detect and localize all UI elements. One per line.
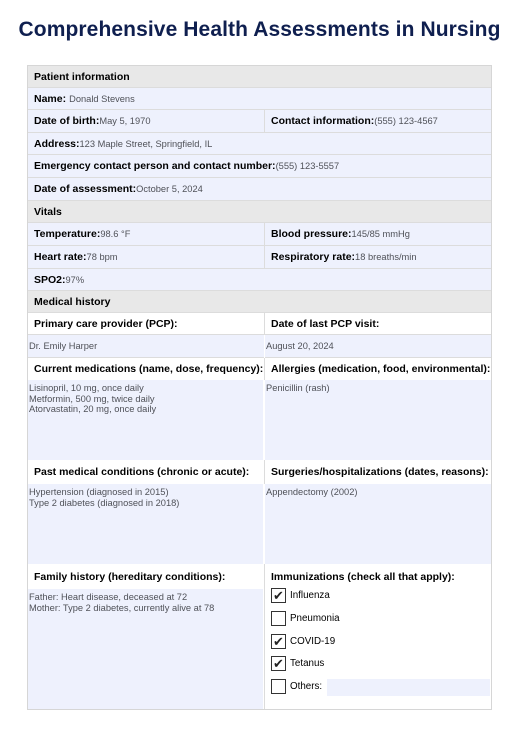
emergency-label: Emergency contact person and contact number: bbox=[34, 160, 276, 172]
spo2-label: SPO2: bbox=[34, 273, 66, 286]
checkbox-label: Influenza bbox=[290, 590, 330, 601]
emergency-row bbox=[28, 155, 491, 178]
hr-field[interactable]: 78 bpm bbox=[86, 252, 118, 262]
spo2-row bbox=[28, 269, 491, 291]
section-heading: Patient information bbox=[34, 70, 130, 83]
past-conditions-field[interactable]: Hypertension (diagnosed in 2015) Type 2 diabetes (diagnosed in 2018) bbox=[28, 484, 263, 564]
checkbox-label: Pneumonia bbox=[290, 613, 340, 624]
surgeries-field[interactable]: Appendectomy (2002) bbox=[265, 484, 491, 564]
immunization-checklist bbox=[271, 588, 491, 698]
rr-label: Respiratory rate: bbox=[271, 251, 356, 263]
section-heading: Medical history bbox=[34, 295, 111, 308]
influenza-checkbox[interactable]: ✔ bbox=[271, 588, 286, 603]
assessment-form bbox=[27, 65, 492, 710]
name-field[interactable]: Donald Stevens bbox=[69, 93, 135, 104]
column-divider bbox=[264, 460, 265, 484]
temp-bp-row bbox=[28, 223, 491, 246]
column-divider bbox=[264, 110, 265, 133]
address-row bbox=[28, 133, 491, 155]
dob-contact-row bbox=[28, 110, 491, 133]
pcp-value-row bbox=[28, 335, 491, 358]
pcp-field[interactable]: Dr. Emily Harper bbox=[29, 341, 98, 351]
rr-field[interactable]: 18 breaths/min bbox=[355, 252, 417, 262]
assessment-date-field[interactable]: October 5, 2024 bbox=[136, 184, 203, 194]
address-field[interactable]: 123 Maple Street, Springfield, IL bbox=[79, 138, 213, 149]
medications-field[interactable]: Lisinopril, 10 mg, once daily Metformin, 500 mg, twice daily Atorvastatin, 20 mg, once daily bbox=[28, 380, 263, 460]
assessment-date-row bbox=[28, 178, 491, 201]
tetanus-checkbox[interactable]: ✔ bbox=[271, 656, 286, 671]
name-label: Name: bbox=[34, 92, 67, 105]
name-row[interactable] bbox=[28, 88, 491, 110]
checkbox-label: COVID-19 bbox=[290, 636, 336, 647]
column-divider bbox=[264, 246, 265, 269]
column-divider bbox=[264, 313, 265, 335]
immunizations-label: Immunizations (check all that apply): bbox=[271, 570, 455, 583]
hr-label: Heart rate: bbox=[34, 251, 87, 263]
hr-rr-row bbox=[28, 246, 491, 269]
emergency-field[interactable]: (555) 123-5557 bbox=[275, 161, 340, 171]
last-visit-label: Date of last PCP visit: bbox=[271, 317, 380, 330]
surgeries-label: Surgeries/hospitalizations (dates, reasons): bbox=[271, 466, 489, 478]
spo2-field[interactable]: 97% bbox=[65, 274, 85, 285]
others-field[interactable] bbox=[327, 679, 490, 696]
medications-label-row bbox=[28, 358, 491, 380]
covid-19-checkbox[interactable]: ✔ bbox=[271, 634, 286, 649]
bp-label: Blood pressure: bbox=[271, 228, 352, 240]
contact-label: Contact information: bbox=[271, 115, 375, 127]
allergies-label: Allergies (medication, food, environmental): bbox=[271, 363, 491, 375]
assessment-date-label: Date of assessment: bbox=[34, 183, 137, 195]
column-divider bbox=[264, 358, 265, 380]
medications-label: Current medications (name, dose, frequency): bbox=[34, 363, 264, 375]
section-patient-information bbox=[28, 66, 491, 88]
section-heading: Vitals bbox=[34, 205, 62, 218]
section-medical-history bbox=[28, 291, 491, 313]
pcp-label: Primary care provider (PCP): bbox=[34, 317, 178, 330]
column-divider bbox=[264, 564, 265, 709]
bp-field[interactable]: 145/85 mmHg bbox=[351, 229, 410, 239]
last-visit-field[interactable]: August 20, 2024 bbox=[266, 341, 334, 351]
past-conditions-label: Past medical conditions (chronic or acute): bbox=[34, 466, 250, 478]
conditions-label-row bbox=[28, 460, 491, 484]
address-label: Address: bbox=[34, 137, 80, 150]
temperature-field[interactable]: 98.6 °F bbox=[100, 229, 131, 239]
checkbox-label: Tetanus bbox=[290, 658, 325, 669]
checkbox-label: Others: bbox=[290, 681, 323, 692]
dob-field[interactable]: May 5, 1970 bbox=[99, 116, 151, 126]
page-title: Comprehensive Health Assessments in Nursing bbox=[18, 18, 501, 41]
temperature-label: Temperature: bbox=[34, 228, 101, 240]
pcp-label-row bbox=[28, 313, 491, 335]
pneumonia-checkbox[interactable] bbox=[271, 611, 286, 626]
column-divider bbox=[264, 223, 265, 246]
dob-label: Date of birth: bbox=[34, 115, 100, 127]
section-vitals bbox=[28, 201, 491, 223]
family-label-row bbox=[28, 564, 491, 589]
allergies-field[interactable]: Penicillin (rash) bbox=[265, 380, 491, 460]
family-field[interactable]: Father: Heart disease, deceased at 72 Mother: Type 2 diabetes, currently alive at 78 bbox=[28, 589, 263, 709]
column-divider bbox=[264, 335, 265, 358]
contact-field[interactable]: (555) 123-4567 bbox=[374, 116, 438, 126]
others-checkbox[interactable] bbox=[271, 679, 286, 694]
family-label: Family history (hereditary conditions): bbox=[34, 570, 226, 583]
